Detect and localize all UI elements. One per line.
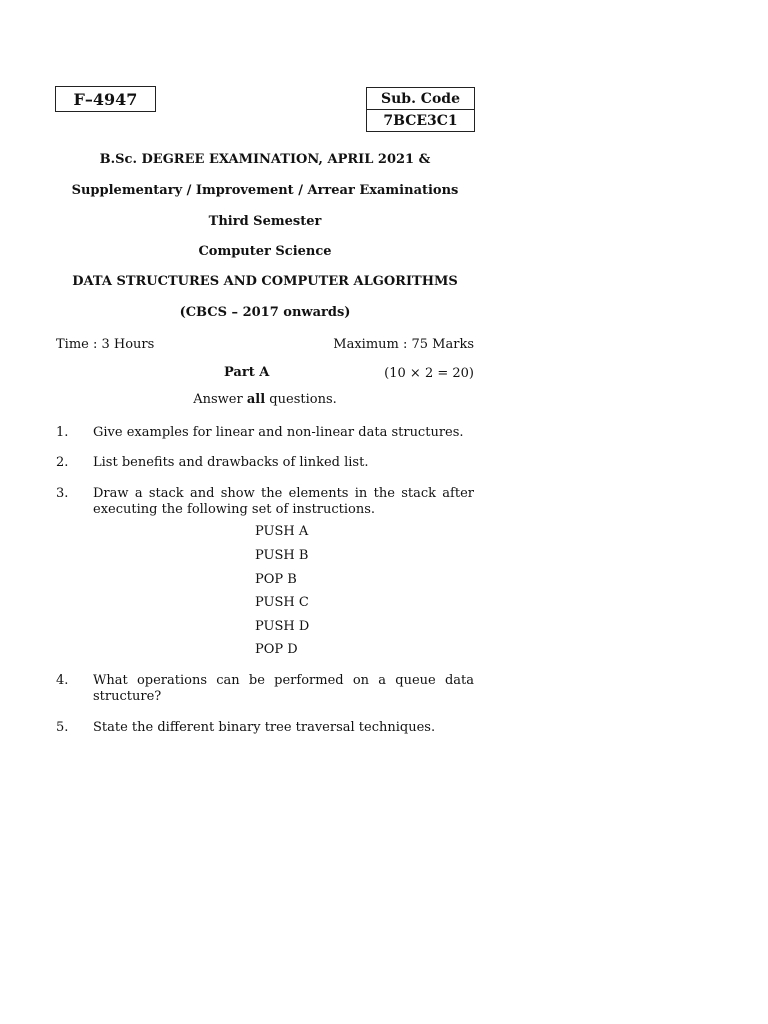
stack-instruction: PUSH A bbox=[255, 524, 309, 539]
stack-instruction: PUSH C bbox=[255, 595, 309, 610]
stack-instruction: POP D bbox=[255, 642, 298, 657]
question-3 bbox=[56, 486, 474, 518]
time-marks-row bbox=[56, 336, 474, 354]
answer-instruction bbox=[56, 392, 474, 407]
question-2 bbox=[56, 455, 474, 471]
question-number: 5. bbox=[56, 720, 69, 735]
part-a-title: Part A bbox=[224, 365, 270, 380]
question-number: 4. bbox=[56, 673, 69, 688]
exam-title-line-1: B.Sc. DEGREE EXAMINATION, APRIL 2021 & bbox=[99, 152, 431, 167]
question-4 bbox=[56, 673, 474, 705]
question-number: 3. bbox=[56, 486, 69, 501]
paper-code: F–4947 bbox=[73, 89, 138, 109]
time-allowed: Time : 3 Hours bbox=[56, 337, 155, 352]
question-text: State the different binary tree traversal techniques. bbox=[93, 720, 436, 735]
instruction-suffix: questions. bbox=[265, 392, 337, 407]
question-text: Draw a stack and show the elements in the stack after executing the following set of instructions. bbox=[93, 486, 474, 517]
stack-instruction: PUSH D bbox=[255, 619, 310, 634]
question-text: List benefits and drawbacks of linked list. bbox=[93, 455, 369, 470]
stack-instruction: PUSH B bbox=[255, 548, 309, 563]
scheme-title: (CBCS – 2017 onwards) bbox=[179, 305, 351, 320]
paper-title: DATA STRUCTURES AND COMPUTER ALGORITHMS bbox=[72, 274, 458, 289]
question-5 bbox=[56, 720, 474, 736]
question-number: 1. bbox=[56, 425, 69, 440]
exam-title-line-2: Supplementary / Improvement / Arrear Examinations bbox=[71, 183, 459, 198]
part-a-marks: (10 × 2 = 20) bbox=[384, 366, 474, 381]
sub-code-value: 7BCE3C1 bbox=[367, 110, 475, 132]
question-number: 2. bbox=[56, 455, 69, 470]
sub-code-label: Sub. Code bbox=[367, 88, 475, 110]
instruction-prefix: Answer bbox=[193, 392, 247, 407]
question-text: What operations can be performed on a queue data structure? bbox=[93, 673, 474, 704]
question-1 bbox=[56, 425, 474, 441]
instruction-emphasis: all bbox=[246, 392, 266, 407]
maximum-marks: Maximum : 75 Marks bbox=[333, 337, 474, 352]
subject-title: Computer Science bbox=[198, 244, 332, 259]
question-text: Give examples for linear and non-linear data structures. bbox=[93, 425, 464, 440]
semester-title: Third Semester bbox=[208, 214, 322, 229]
paper-code-box bbox=[55, 86, 156, 112]
stack-instruction: POP B bbox=[255, 572, 297, 587]
sub-code-table bbox=[366, 87, 475, 132]
